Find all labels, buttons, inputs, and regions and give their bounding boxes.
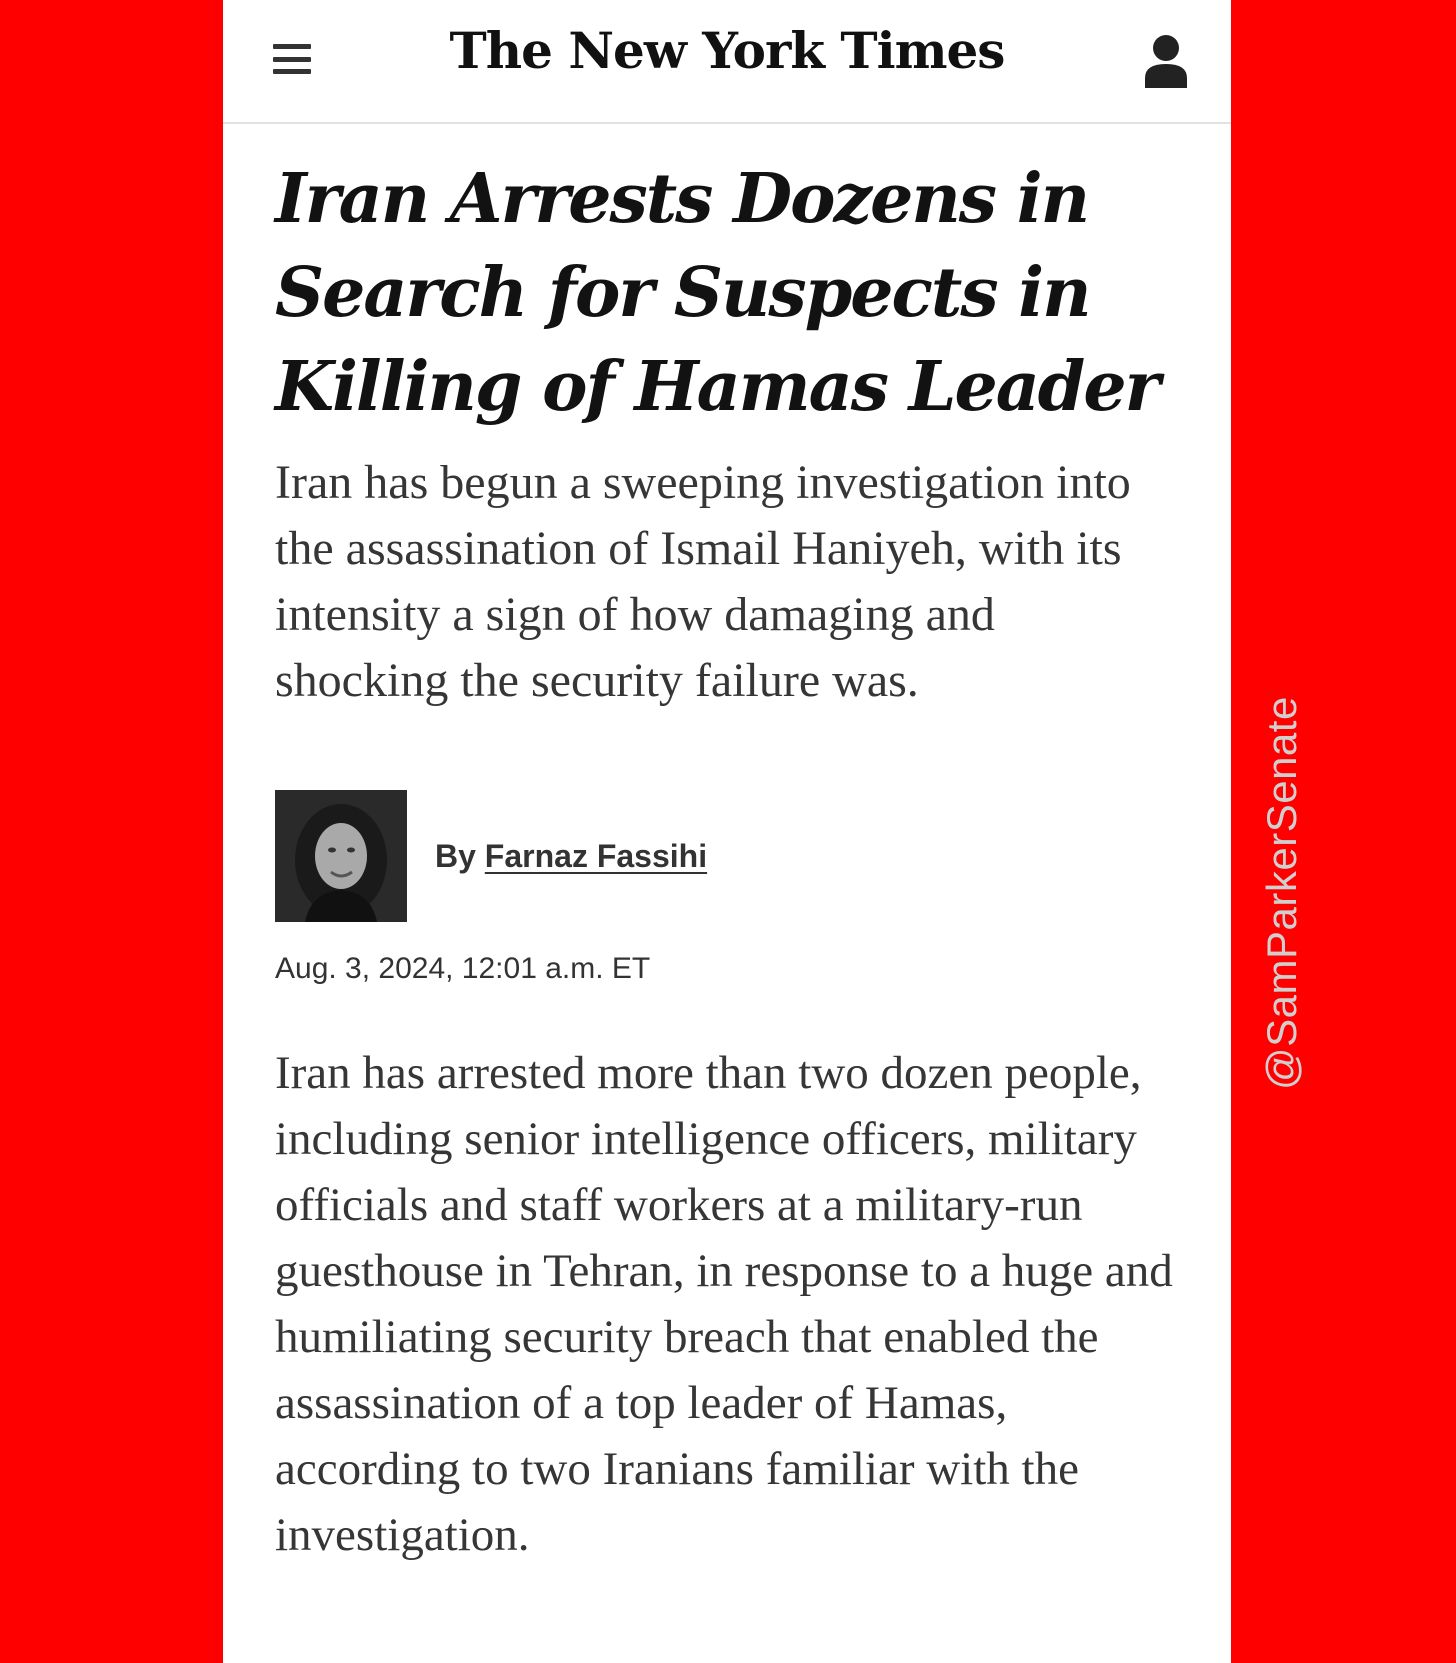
byline-text: [435, 838, 707, 875]
article-page: [223, 0, 1305, 1663]
author-avatar[interactable]: [275, 790, 407, 922]
article-body-paragraph: Iran has arrested more than two dozen people, including senior intelligence officers, military officials and staff workers at a military-run guesthouse in Tehran, in response to a huge and humiliating security breach that enabled the assassination of a top leader of Hamas, according to two Iranians familiar with the investigation.: [275, 1047, 1173, 1561]
nyt-logo[interactable]: The New York Times: [449, 21, 1005, 80]
byline-prefix: By: [435, 837, 485, 874]
masthead: [223, 0, 1231, 124]
article-summary: Iran has begun a sweeping investigation into the assassination of Ismail Haniyeh, with its intensity a sign of how damaging and shocking the security failure was.: [275, 456, 1131, 707]
author-link[interactable]: Farnaz Fassihi: [484, 837, 708, 874]
article-headline: Iran Arrests Dozens in Search for Suspects in Killing of Hamas Leader: [275, 159, 1159, 427]
article-content: [275, 122, 1175, 1561]
publish-date: Aug. 3, 2024, 12:01 a.m. ET: [275, 952, 651, 985]
byline: [275, 790, 707, 922]
user-account-icon[interactable]: [1145, 34, 1187, 88]
watermark-text: @SamParkerSenate: [1258, 696, 1305, 1090]
